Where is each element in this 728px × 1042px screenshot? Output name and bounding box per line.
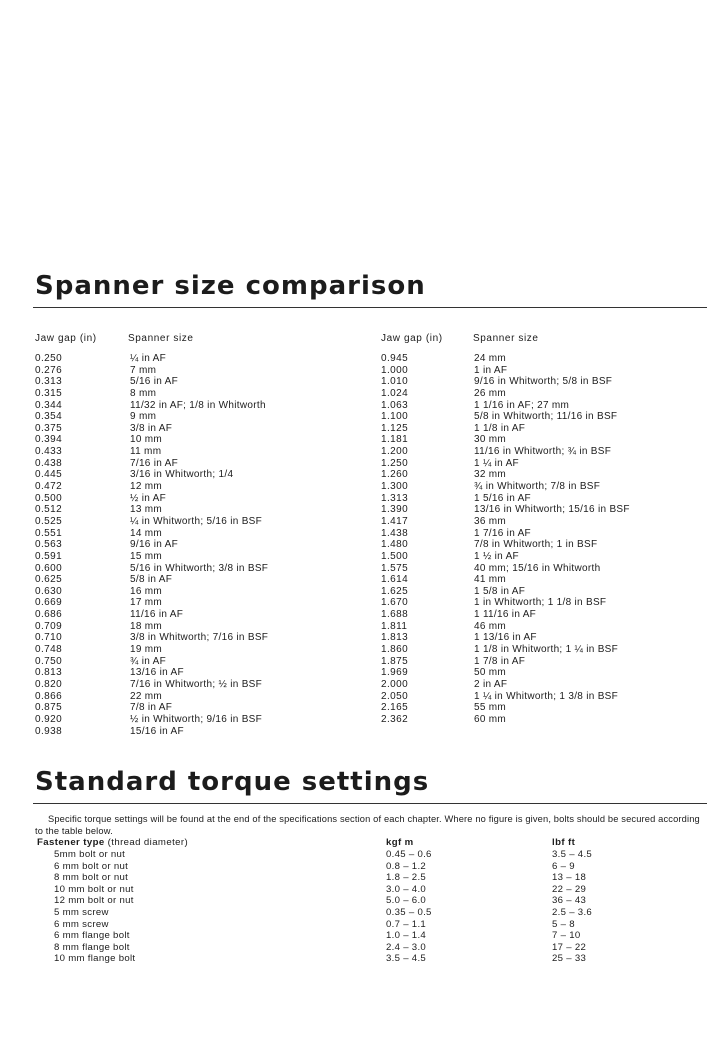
- jaw-gap-value: 0.748: [35, 644, 63, 656]
- jaw-gap-value: 1.438: [381, 527, 409, 539]
- spanner-size-value: 7/8 in AF: [130, 702, 173, 714]
- fastener-type-value: 5mm bolt or nut: [54, 849, 126, 860]
- spanner-size-value: 1 13/16 in AF: [474, 632, 537, 644]
- spanner-size-value: 1 5/16 in AF: [474, 492, 531, 504]
- jaw-gap-value: 1.024: [381, 387, 409, 399]
- spanner-size-value: 2 in AF: [474, 678, 508, 690]
- spanner-size-value: 17 mm: [130, 597, 163, 609]
- jaw-gap-value: 0.813: [35, 667, 63, 679]
- spanner-size-value: 1 ½ in AF: [474, 550, 519, 562]
- jaw-gap-value: 0.525: [35, 515, 63, 527]
- spanner-size-value: 55 mm: [474, 702, 507, 714]
- jaw-gap-value: 0.438: [35, 457, 63, 469]
- spanner-size-value: 50 mm: [474, 667, 507, 679]
- jaw-gap-value: 1.969: [381, 667, 409, 679]
- jaw-gap-value: 1.250: [381, 457, 409, 469]
- spanner-size-value: 1 ¼ in Whitworth; 1 3/8 in BSF: [474, 690, 619, 702]
- jaw-gap-value: 0.630: [35, 585, 63, 597]
- jaw-gap-value: 0.600: [35, 562, 63, 574]
- spanner-size-value: 1 in AF: [474, 364, 508, 376]
- fastener-type-value: 6 mm bolt or nut: [54, 860, 129, 872]
- lbf-ft-value: 3.5 – 4.5: [552, 849, 593, 860]
- jaw-gap-value: 1.575: [381, 562, 409, 574]
- jaw-gap-value: 0.512: [35, 504, 63, 516]
- lbf-ft-value: 7 – 10: [552, 930, 581, 942]
- lbf-ft-value: 5 – 8: [552, 918, 575, 930]
- fastener-type-value: 6 mm flange bolt: [54, 930, 130, 942]
- spanner-size-value: ½ in AF: [130, 492, 167, 504]
- kgf-m-value: 1.0 – 1.4: [386, 930, 427, 942]
- spanner-size-value: 1 1/8 in Whitworth; 1 ¼ in BSF: [474, 644, 619, 656]
- spanner-section-title: Spanner size comparison: [35, 271, 426, 301]
- jaw-gap-value: 0.866: [35, 690, 63, 702]
- spanner-size-value: 13/16 in Whitworth; 15/16 in BSF: [474, 504, 630, 516]
- lbf-ft-value: 22 – 29: [552, 883, 587, 895]
- jaw-gap-value: 0.472: [35, 481, 63, 493]
- jaw-gap-value: 0.250: [35, 353, 63, 364]
- spanner-size-value: 1 7/8 in AF: [474, 655, 526, 667]
- spanner-size-value: 18 mm: [130, 620, 163, 632]
- spanner-size-value: 15/16 in AF: [130, 725, 184, 737]
- jaw-gap-value: 1.100: [381, 411, 409, 423]
- jaw-gap-value: 0.394: [35, 434, 63, 446]
- jaw-gap-value: 0.625: [35, 574, 63, 586]
- jaw-gap-value: 0.433: [35, 446, 63, 458]
- header-fastener-type-label: Fastener type: [37, 837, 105, 848]
- header-kgf-m: kgf m: [386, 837, 414, 848]
- jaw-gap-value: 0.669: [35, 597, 63, 609]
- jaw-gap-value: 1.300: [381, 481, 409, 493]
- jaw-gap-value: 1.313: [381, 492, 409, 504]
- spanner-size-value: 1 1/16 in AF; 27 mm: [474, 399, 570, 411]
- torque-intro-text: [35, 813, 707, 837]
- kgf-m-value: 1.8 – 2.5: [386, 872, 427, 884]
- jaw-gap-value: 2.362: [381, 713, 409, 725]
- kgf-m-value: 5.0 – 6.0: [386, 895, 427, 907]
- spanner-size-value: 19 mm: [130, 644, 163, 656]
- spanner-size-value: 15 mm: [130, 550, 163, 562]
- kgf-m-value: 3.5 – 4.5: [386, 953, 427, 965]
- spanner-size-value: 3/8 in AF: [130, 422, 173, 434]
- jaw-gap-value: 0.938: [35, 725, 63, 737]
- spanner-size-value: 7/8 in Whitworth; 1 in BSF: [474, 539, 598, 551]
- spanner-size-value: 13 mm: [130, 504, 163, 516]
- header-fastener-type: [37, 837, 188, 848]
- fastener-type-value: 10 mm bolt or nut: [54, 883, 134, 895]
- jaw-gap-value: 1.000: [381, 364, 409, 376]
- spanner-size-value: 8 mm: [130, 387, 157, 399]
- spanner-size-value: 30 mm: [474, 434, 507, 446]
- jaw-gap-value: 0.445: [35, 469, 63, 481]
- spanner-size-value: ¾ in Whitworth; 7/8 in BSF: [474, 481, 601, 493]
- spanner-size-value: 9/16 in AF: [130, 539, 179, 551]
- left-jaw-gap-column: [35, 353, 62, 737]
- spanner-size-value: 12 mm: [130, 481, 163, 493]
- lbf-ft-value: 6 – 9: [552, 860, 575, 872]
- jaw-gap-value: 1.670: [381, 597, 409, 609]
- jaw-gap-value: 1.625: [381, 585, 409, 597]
- spanner-size-value: ¼ in Whitworth; 5/16 in BSF: [130, 515, 263, 527]
- jaw-gap-value: 1.390: [381, 504, 409, 516]
- spanner-size-value: 32 mm: [474, 469, 507, 481]
- lbf-ft-value: 36 – 43: [552, 895, 587, 907]
- jaw-gap-value: 0.354: [35, 411, 63, 423]
- kgf-m-value: 0.7 – 1.1: [386, 918, 427, 930]
- spanner-size-value: 3/16 in Whitworth; 1/4: [130, 469, 234, 481]
- torque-intro-content: Specific torque settings will be found at the end of the specifications section of each chapter. Where no figure is given, bolts should be secured according to the table below.: [35, 814, 700, 836]
- spanner-size-value: 3/8 in Whitworth; 7/16 in BSF: [130, 632, 269, 644]
- kgf-m-value: 0.35 – 0.5: [386, 906, 432, 918]
- spanner-size-value: 5/8 in AF: [130, 574, 173, 586]
- kgf-m-value: 3.0 – 4.0: [386, 883, 427, 895]
- spanner-size-value: 41 mm: [474, 574, 507, 586]
- jaw-gap-value: 0.551: [35, 527, 63, 539]
- header-lbf-ft: lbf ft: [552, 837, 576, 848]
- jaw-gap-value: 0.315: [35, 387, 63, 399]
- fastener-type-value: 8 mm flange bolt: [54, 941, 130, 953]
- right-spanner-size-column: [474, 353, 630, 726]
- header-jaw-gap-right: Jaw gap (in): [381, 333, 443, 344]
- spanner-size-value: 13/16 in AF: [130, 667, 184, 679]
- jaw-gap-value: 0.344: [35, 399, 63, 411]
- spanner-size-value: 9 mm: [130, 411, 157, 423]
- lbf-ft-value: 25 – 33: [552, 953, 587, 965]
- spanner-size-value: 26 mm: [474, 387, 507, 399]
- spanner-size-value: 60 mm: [474, 713, 507, 725]
- jaw-gap-value: 0.500: [35, 492, 63, 504]
- jaw-gap-value: 1.688: [381, 609, 409, 621]
- jaw-gap-value: 1.260: [381, 469, 409, 481]
- jaw-gap-value: 0.686: [35, 609, 63, 621]
- jaw-gap-value: 0.750: [35, 655, 63, 667]
- jaw-gap-value: 1.813: [381, 632, 409, 644]
- jaw-gap-value: 0.709: [35, 620, 63, 632]
- jaw-gap-value: 0.875: [35, 702, 63, 714]
- jaw-gap-value: 2.050: [381, 690, 409, 702]
- right-jaw-gap-column: [381, 353, 408, 726]
- torque-lbf-column: [552, 849, 592, 965]
- jaw-gap-value: 1.063: [381, 399, 409, 411]
- torque-kgf-column: [386, 849, 432, 965]
- spanner-size-value: 7 mm: [130, 364, 157, 376]
- spanner-size-value: 46 mm: [474, 620, 507, 632]
- fastener-type-value: 5 mm screw: [54, 906, 109, 918]
- jaw-gap-value: 0.375: [35, 422, 63, 434]
- spanner-size-value: 11/32 in AF; 1/8 in Whitworth: [130, 399, 266, 411]
- jaw-gap-value: 1.811: [381, 620, 408, 632]
- spanner-size-value: 7/16 in AF: [130, 457, 179, 469]
- jaw-gap-value: 1.181: [381, 434, 409, 446]
- header-spanner-size-right: Spanner size: [473, 333, 539, 344]
- kgf-m-value: 2.4 – 3.0: [386, 941, 427, 953]
- spanner-size-value: 16 mm: [130, 585, 163, 597]
- header-fastener-note: (thread diameter): [107, 837, 189, 848]
- fastener-type-value: 10 mm flange bolt: [54, 953, 136, 965]
- spanner-size-value: 11/16 in Whitworth; ¾ in BSF: [474, 446, 612, 458]
- spanner-size-value: ¾ in AF: [130, 655, 167, 667]
- spanner-size-value: 5/16 in Whitworth; 3/8 in BSF: [130, 562, 269, 574]
- jaw-gap-value: 1.010: [381, 376, 409, 388]
- spanner-size-value: 5/16 in AF: [130, 376, 179, 388]
- spanner-size-value: 1 1/8 in AF: [474, 422, 526, 434]
- spanner-size-value: 1 7/16 in AF: [474, 527, 531, 539]
- spanner-size-value: 24 mm: [474, 353, 507, 364]
- jaw-gap-value: 0.563: [35, 539, 63, 551]
- kgf-m-value: 0.8 – 1.2: [386, 860, 427, 872]
- jaw-gap-value: 0.313: [35, 376, 63, 388]
- jaw-gap-value: 2.000: [381, 678, 409, 690]
- jaw-gap-value: 0.820: [35, 678, 63, 690]
- jaw-gap-value: 0.710: [35, 632, 63, 644]
- lbf-ft-value: 13 – 18: [552, 872, 587, 884]
- jaw-gap-value: 0.591: [35, 550, 63, 562]
- fastener-type-value: 6 mm screw: [54, 918, 109, 930]
- torque-section-title: Standard torque settings: [35, 767, 430, 797]
- spanner-size-value: 5/8 in Whitworth; 11/16 in BSF: [474, 411, 618, 423]
- spanner-size-value: 11/16 in AF: [130, 609, 184, 621]
- spanner-size-value: ¼ in AF: [130, 353, 167, 364]
- lbf-ft-value: 2.5 – 3.6: [552, 906, 593, 918]
- jaw-gap-value: 0.276: [35, 364, 63, 376]
- jaw-gap-value: 1.614: [381, 574, 409, 586]
- jaw-gap-value: 1.500: [381, 550, 409, 562]
- spanner-size-value: 11 mm: [130, 446, 162, 458]
- header-spanner-size-left: Spanner size: [128, 333, 194, 344]
- jaw-gap-value: 1.480: [381, 539, 409, 551]
- spanner-size-value: 1 in Whitworth; 1 1/8 in BSF: [474, 597, 607, 609]
- jaw-gap-value: 1.200: [381, 446, 409, 458]
- jaw-gap-value: 0.945: [381, 353, 409, 364]
- spanner-size-value: 9/16 in Whitworth; 5/8 in BSF: [474, 376, 613, 388]
- spanner-size-value: 10 mm: [130, 434, 163, 446]
- jaw-gap-value: 1.860: [381, 644, 409, 656]
- lbf-ft-value: 17 – 22: [552, 941, 587, 953]
- jaw-gap-value: 0.920: [35, 713, 63, 725]
- spanner-size-value: 1 11/16 in AF: [474, 609, 537, 621]
- spanner-size-value: 14 mm: [130, 527, 163, 539]
- torque-fastener-column: [54, 849, 135, 965]
- spanner-size-value: 22 mm: [130, 690, 163, 702]
- jaw-gap-value: 2.165: [381, 702, 409, 714]
- spanner-size-value: 1 5/8 in AF: [474, 585, 526, 597]
- spanner-size-value: ½ in Whitworth; 9/16 in BSF: [130, 713, 263, 725]
- jaw-gap-value: 1.417: [381, 515, 409, 527]
- left-spanner-size-column: [130, 353, 268, 737]
- header-jaw-gap-left: Jaw gap (in): [35, 333, 97, 344]
- jaw-gap-value: 1.125: [381, 422, 409, 434]
- spanner-title-rule: [33, 307, 707, 308]
- spanner-size-value: 1 ¼ in AF: [474, 457, 519, 469]
- kgf-m-value: 0.45 – 0.6: [386, 849, 432, 860]
- fastener-type-value: 8 mm bolt or nut: [54, 872, 129, 884]
- spanner-size-value: 40 mm; 15/16 in Whitworth: [474, 562, 601, 574]
- spanner-size-value: 36 mm: [474, 515, 507, 527]
- jaw-gap-value: 1.875: [381, 655, 409, 667]
- fastener-type-value: 12 mm bolt or nut: [54, 895, 134, 907]
- torque-title-rule: [33, 803, 707, 804]
- spanner-size-value: 7/16 in Whitworth; ½ in BSF: [130, 678, 263, 690]
